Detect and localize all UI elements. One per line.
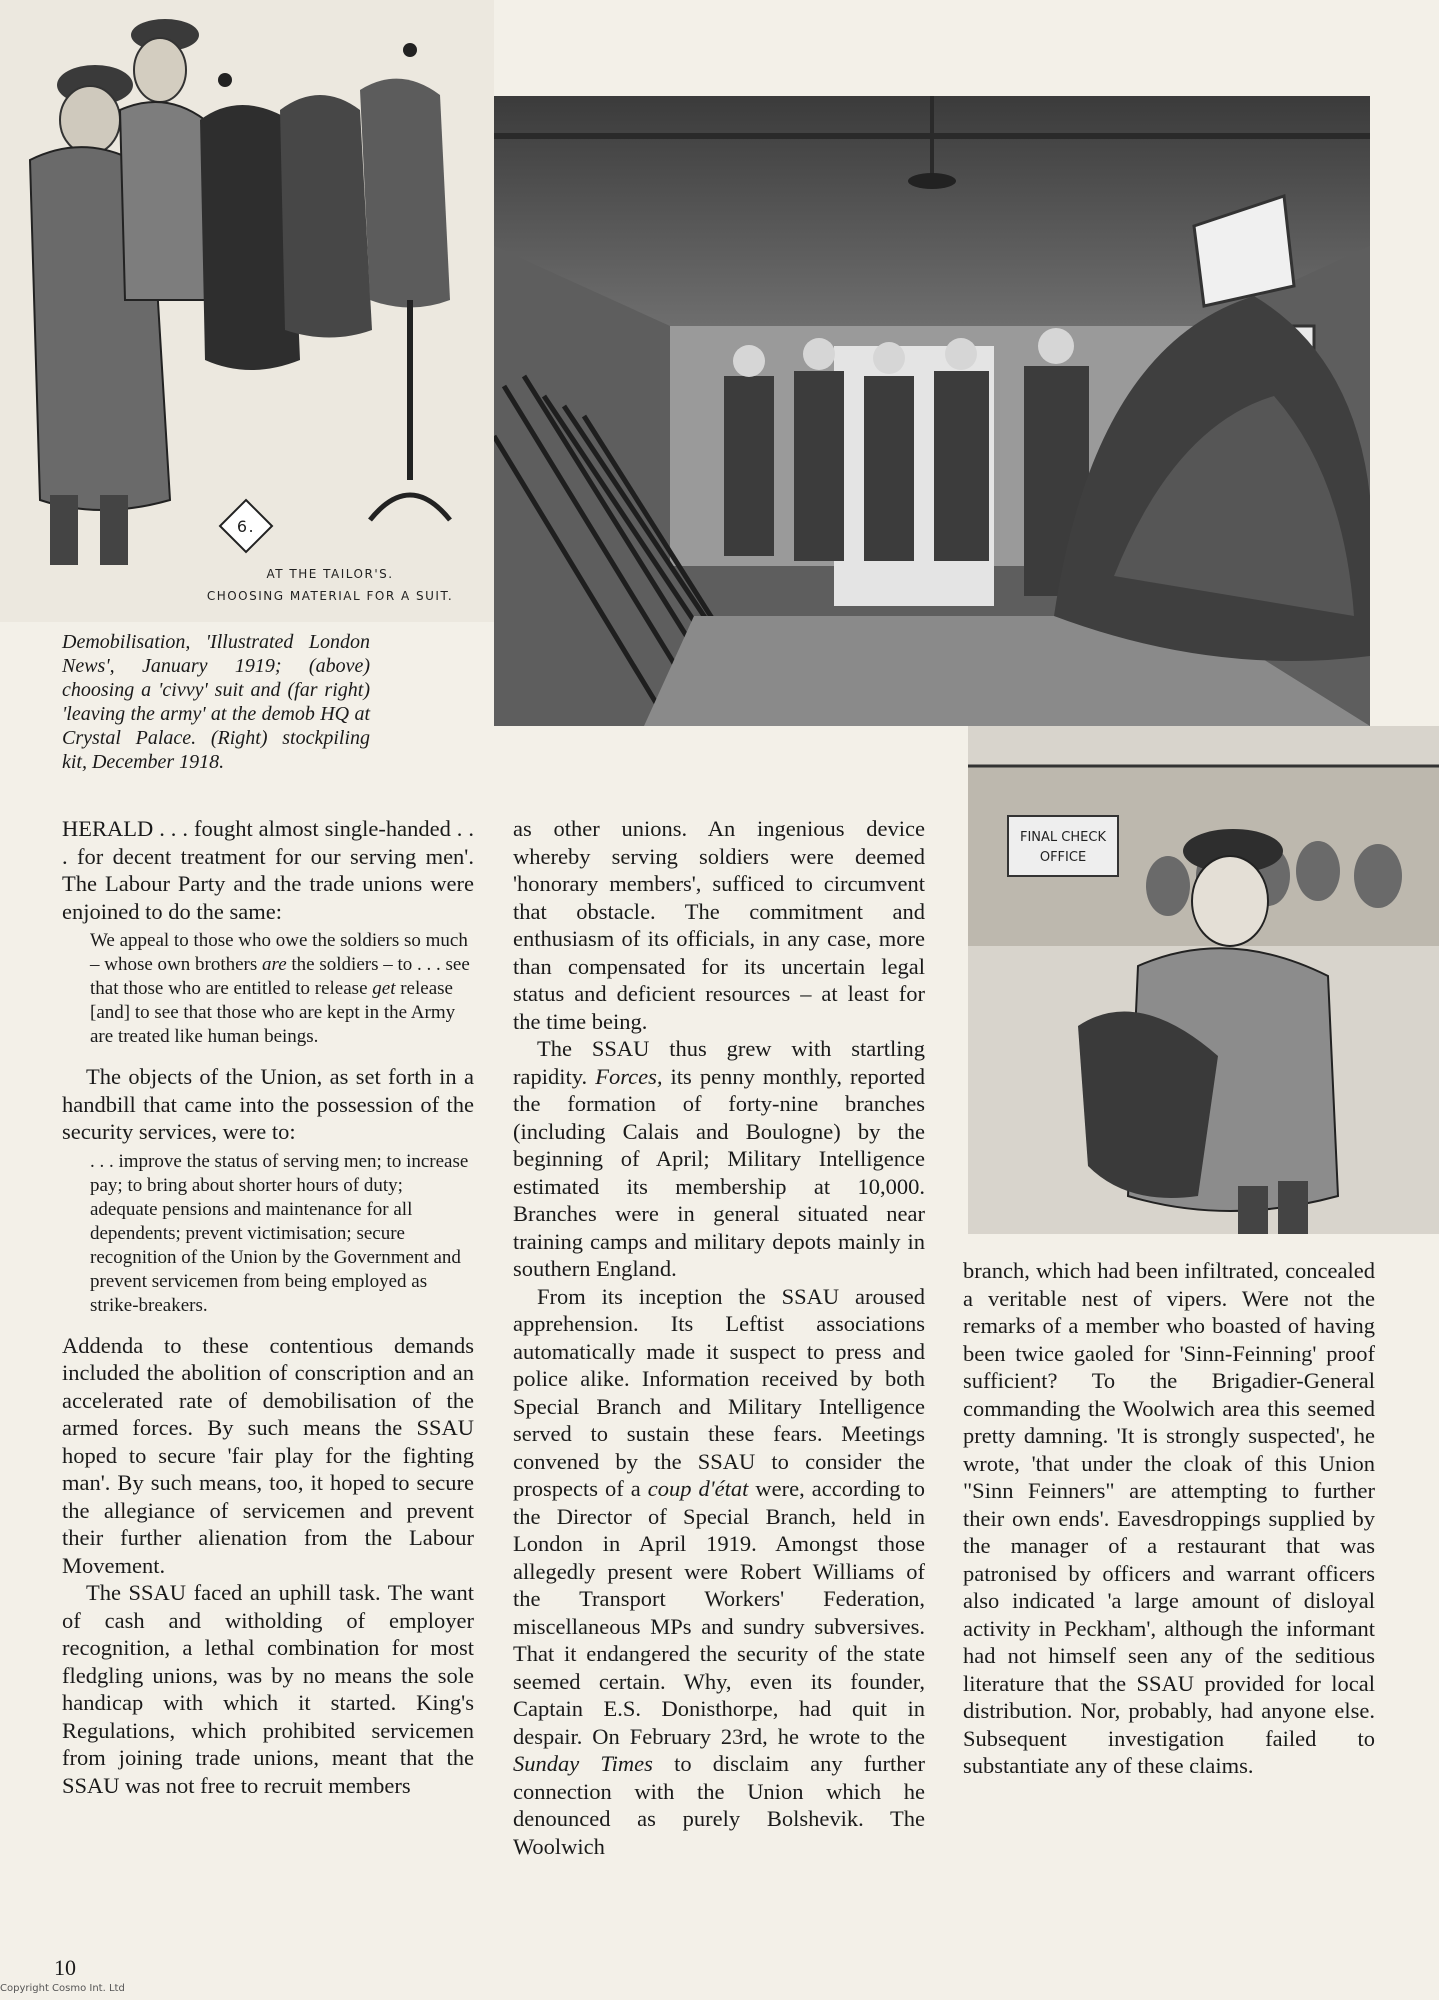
paragraph: HERALD . . . fought almost single-handed . . . for decent treatment for our serving men'. The Labour Party and the trade unions were enjoined to do the same: bbox=[62, 816, 474, 924]
paragraph: Addenda to these contentious demands included the abolition of conscription and an accelerated rate of demobilisation of the armed forces. By such means the SSAU hoped to secure 'fair play for the fighting man'. By such means, too, it hoped to secure the allegiance of servicemen and prevent their further alienation from the Labour Movement. bbox=[62, 1332, 474, 1578]
emphasis: coup d'état bbox=[647, 1476, 749, 1501]
leaving-the-army-sketch bbox=[968, 726, 1439, 1234]
publication-title: Sunday Times bbox=[513, 1751, 653, 1776]
paragraph: The objects of the Union, as set forth in a handbill that came into the possession of the security services, were to: bbox=[62, 1064, 474, 1144]
paragraph: The SSAU faced an uphill task. The want of cash and witholding of employer recognition, a lethal combination for most fledgling unions, was by no means the sole handicap with which it started. King's Regulations, which prohibited servicemen from joining trade unions, meant that the SSAU was not free to recruit members bbox=[62, 1580, 474, 1798]
stockpiling-kit-photo bbox=[494, 96, 1370, 726]
paragraph-text: The SSAU thus grew with startling rapidity. bbox=[513, 1036, 925, 1089]
paragraph: as other unions. An ingenious device whereby serving soldiers were deemed 'honorary members', sufficed to circumvent that obstacle. The commitment and enthusiasm of its officials, in any case, more than compensated for its uncertain legal status and deficient resources – at least for the time being. bbox=[513, 816, 925, 1034]
text-column-3 bbox=[963, 1257, 1375, 1780]
quote-emphasis: get bbox=[372, 978, 396, 999]
sign-line2: OFFICE bbox=[1039, 850, 1087, 865]
figure-caption: Demobilisation, 'Illustrated London News', January 1919; (above) choosing a 'civvy' suit and (far right) 'leaving the army' at the demob HQ at Crystal Palace. (Right) stockpiling kit, December 1918. bbox=[62, 631, 370, 773]
text-column-1 bbox=[62, 815, 474, 1799]
page-number: 10 bbox=[54, 1955, 76, 1980]
publication-title: Forces, bbox=[595, 1063, 663, 1089]
quote-text: We appeal to those who owe the soldiers so much – whose own brothers bbox=[90, 930, 468, 975]
paragraph: branch, which had been infiltrated, concealed a veritable nest of vipers. Were not the remarks of a member who boasted of having been twice gaoled for 'Sinn-Feinning' proof sufficient? To the Brigadier-General commanding the Woolwich area this seemed pretty damning. 'It is strongly suspected', he wrote, 'that under the cloak of this Union "Sinn Feinners" are attempting to further their own ends'. Eavesdroppings supplied by the manager of a restaurant that was patronised by officers and warrant officers also indicated 'a large amount of disloyal activity in Peckham', although the informant had not himself seen any of the seditious literature that the SSAU provided for local distribution. Nor, probably, had anyone else. Subsequent investigation failed to substantiate any of these claims. bbox=[963, 1258, 1375, 1778]
paragraph bbox=[513, 1035, 925, 1283]
tailor-sketch-illustration bbox=[0, 0, 494, 622]
sketch-badge: 6. bbox=[236, 517, 256, 536]
paragraph-text: were, according to the Director of Special Branch, held in London in April 1919. Amongst those allegedly present were Robert Williams of the Transport Workers' Federation, miscellaneous MPs and sundry subversives. That it endangered the security of the state seemed certain. Why, even its founder, Captain E.S. Donisthorpe, had quit in despair. On February 23rd, he wrote to the bbox=[513, 1476, 926, 1749]
paragraph-text: its penny monthly, reported the formation of forty-nine branches (including Calais and Boulogne) by the beginning of April; Military Intelligence estimated its membership at 10,000. Branches were in general situated near training camps and military depots mainly in southern England. bbox=[513, 1063, 926, 1281]
paragraph-text: From its inception the SSAU aroused apprehension. Its Leftist associations automatically made it suspect to press and police alike. Information received by both Special Branch and Military Intelligence served to sustain these fears. Meetings convened by the SSAU to consider the prospects of a bbox=[513, 1283, 925, 1501]
paragraph-text: to disclaim any further connection with the Union which he denounced as purely Bolshevik. The Woolwich bbox=[513, 1751, 925, 1859]
quotation bbox=[90, 929, 474, 1049]
copyright-notice: Copyright Cosmo Int. Ltd bbox=[0, 1983, 125, 1994]
quote-text: the soldiers – to . . . see that those who are entitled to release bbox=[90, 954, 470, 999]
quote-text: release [and] to see that those who are kept in the Army are treated like human beings. bbox=[90, 978, 456, 1047]
quote-emphasis: are bbox=[262, 954, 287, 975]
sketch-caption-line2: CHOOSING MATERIAL FOR A SUIT. bbox=[206, 589, 454, 603]
quotation: . . . improve the status of serving men; to increase pay; to bring about shorter hours of duty; adequate pensions and maintenance for all dependents; prevent victimisation; secure recognition of the Union by the Government and prevent servicemen from being employed as strike-breakers. bbox=[90, 1150, 469, 1316]
sign-line1: FINAL CHECK bbox=[1020, 830, 1106, 845]
sketch-caption-line1: AT THE TAILOR'S. bbox=[266, 567, 394, 581]
text-column-2 bbox=[513, 815, 925, 1860]
paragraph bbox=[513, 1283, 925, 1861]
